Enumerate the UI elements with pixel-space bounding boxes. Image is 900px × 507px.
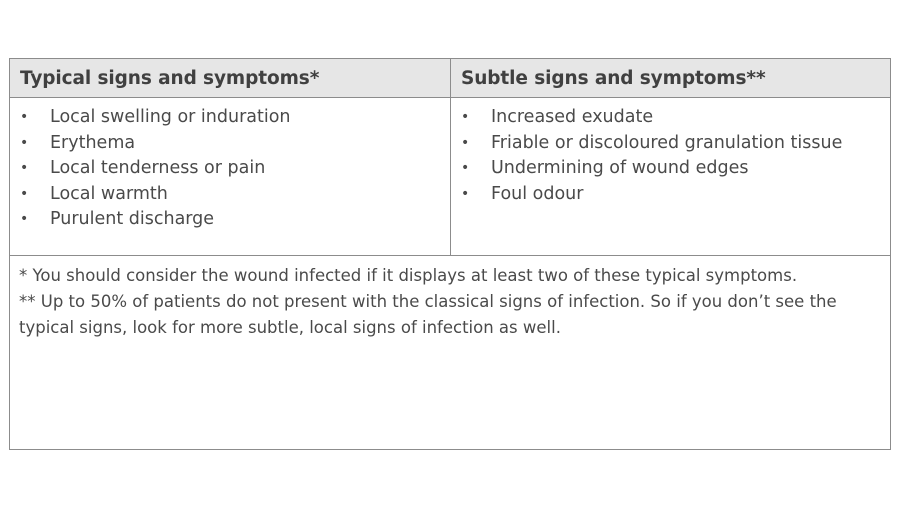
subtle-signs-cell: [451, 98, 890, 255]
list-item: [10, 105, 450, 131]
list-item-text: Foul odour: [491, 183, 584, 204]
table-body-row: [10, 98, 890, 256]
list-item-text: Undermining of wound edges: [491, 158, 749, 178]
list-item: [451, 131, 890, 157]
footnote-typical: * You should consider the wound infected if it displays at least two of these typical symptoms.: [19, 266, 798, 285]
list-item-text: Local warmth: [50, 183, 168, 204]
list-item-text: Friable or discoloured granulation tissue: [491, 132, 843, 153]
subtle-signs-list: [451, 105, 890, 207]
header-typical-signs: Typical signs and symptoms*: [10, 59, 451, 97]
typical-signs-cell: [10, 98, 451, 255]
list-item: [451, 182, 890, 208]
list-item: [10, 182, 450, 208]
list-item-text: Purulent discharge: [50, 209, 215, 229]
list-item: [451, 105, 890, 131]
bullet-icon: •: [20, 109, 29, 125]
bullet-icon: •: [20, 134, 29, 151]
list-item: [10, 207, 450, 233]
bullet-icon: •: [20, 160, 29, 176]
footnote-subtle: ** Up to 50% of patients do not present with the classical signs of infection. So if you don’t see the typical signs, look for more subtle, local signs of infection as well.: [19, 292, 837, 337]
list-item-text: Increased exudate: [491, 107, 654, 127]
list-item: [10, 156, 450, 182]
signs-symptoms-table: [9, 58, 891, 450]
header-subtle-signs: Subtle signs and symptoms**: [461, 67, 766, 89]
bullet-icon: •: [461, 109, 470, 125]
list-item-text: Erythema: [50, 132, 136, 153]
footnotes-cell: [10, 256, 890, 341]
bullet-icon: •: [20, 211, 29, 227]
bullet-icon: •: [20, 185, 29, 202]
list-item: [10, 131, 450, 157]
table-header-row: [10, 59, 890, 98]
list-item: [451, 156, 890, 182]
bullet-icon: •: [461, 185, 470, 202]
list-item-text: Local tenderness or pain: [50, 158, 266, 178]
list-item-text: Local swelling or induration: [50, 107, 291, 127]
typical-signs-list: [10, 105, 450, 233]
bullet-icon: •: [461, 160, 470, 176]
bullet-icon: •: [461, 134, 470, 151]
